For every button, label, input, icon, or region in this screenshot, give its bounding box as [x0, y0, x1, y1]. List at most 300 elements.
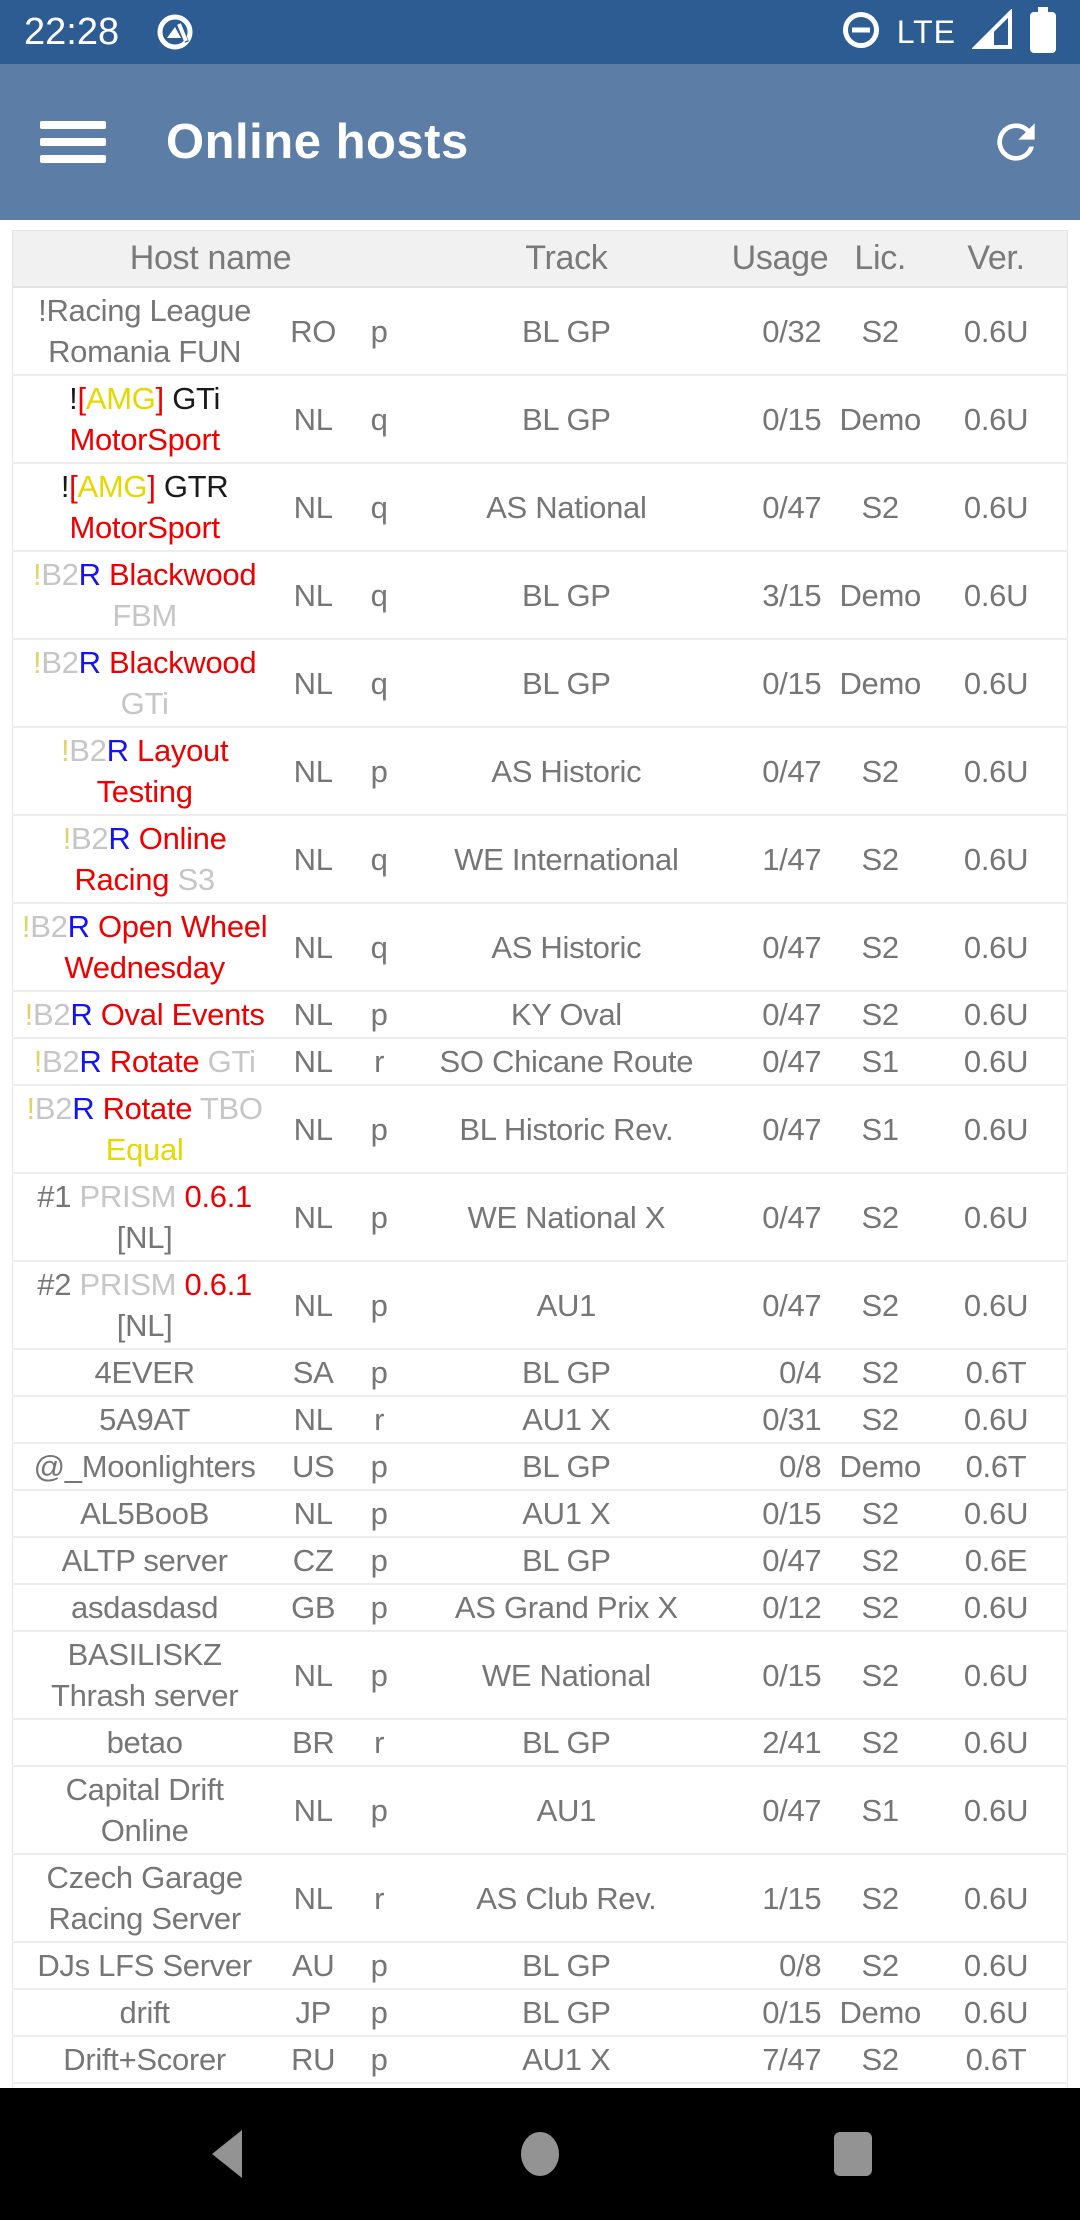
host-name-segment: DJs LFS Server: [37, 1948, 252, 1983]
back-icon: [204, 2128, 250, 2180]
country-cell: NL: [276, 1631, 350, 1719]
ver-cell: 0.6T: [925, 2036, 1067, 2083]
usage-cell: 3/15: [725, 551, 836, 639]
host-name-segment: #2: [37, 1267, 80, 1302]
nav-home-button[interactable]: [517, 2128, 563, 2180]
mode-cell: q: [350, 551, 408, 639]
host-name-cell: [13, 1490, 277, 1537]
host-name-segment: R: [67, 909, 90, 944]
host-name-segment: PRISM: [79, 1179, 185, 1214]
nav-recents-button[interactable]: [830, 2128, 876, 2180]
country-cell: US: [276, 1443, 350, 1490]
mode-cell: q: [350, 375, 408, 463]
host-name-cell: [13, 375, 277, 463]
country-cell: NL: [276, 727, 350, 815]
status-clock: 22:28: [24, 10, 120, 53]
host-name-segment: R: [78, 645, 101, 680]
status-bar: [0, 0, 1080, 64]
dnd-icon: [841, 10, 881, 55]
host-name-segment: !: [62, 821, 72, 856]
mode-cell: p: [350, 2036, 408, 2083]
host-name-segment: ]: [155, 381, 164, 416]
country-cell: AU: [276, 1942, 350, 1989]
mode-cell: q: [350, 639, 408, 727]
app-bar: [0, 64, 1080, 220]
host-name-segment: Oval Events: [92, 997, 265, 1032]
mode-cell: p: [350, 1490, 408, 1537]
host-name-segment: Online Racing: [74, 821, 227, 897]
track-cell: BL GP: [408, 551, 725, 639]
usage-cell: 0/47: [725, 1537, 836, 1584]
host-name-segment: [NL]: [116, 1308, 173, 1343]
host-name-cell: [13, 903, 277, 991]
country-cell: NL: [276, 463, 350, 551]
country-cell: NL: [276, 1038, 350, 1085]
host-name-segment: Rotate: [94, 1091, 200, 1126]
usage-cell: 0/8: [725, 1443, 836, 1490]
usage-cell: 2/41: [725, 1719, 836, 1766]
host-name-segment: B2: [41, 645, 79, 680]
host-name-segment: 0.6.1: [184, 1267, 252, 1302]
host-name-cell: [13, 1085, 277, 1173]
lic-cell: Demo: [835, 1443, 925, 1490]
track-cell: AU1 X: [408, 1396, 725, 1443]
track-cell: BL Historic Rev.: [408, 1085, 725, 1173]
host-name-segment: !: [24, 997, 33, 1032]
track-cell: WE International: [408, 815, 725, 903]
ver-cell: 0.6U: [925, 815, 1067, 903]
mode-cell: p: [350, 1173, 408, 1261]
country-cell: NL: [276, 1490, 350, 1537]
header-host-name: Host name: [13, 231, 409, 288]
host-row[interactable]: [13, 287, 1068, 375]
ver-cell: 0.6U: [925, 727, 1067, 815]
usage-cell: 0/15: [725, 639, 836, 727]
track-cell: AS National: [408, 463, 725, 551]
host-row[interactable]: [13, 1173, 1068, 1261]
ver-cell: 0.6U: [925, 1396, 1067, 1443]
ver-cell: 0.6U: [925, 287, 1067, 375]
lic-cell: S2: [835, 1261, 925, 1349]
usage-cell: 0/8: [725, 1942, 836, 1989]
host-name-cell: [13, 1261, 277, 1349]
mode-cell: p: [350, 287, 408, 375]
host-name-cell: [13, 1443, 277, 1490]
country-cell: NL: [276, 639, 350, 727]
host-name-segment: MotorSport: [69, 422, 220, 457]
ver-cell: 0.6U: [925, 1261, 1067, 1349]
host-name-segment: Equal: [105, 1132, 184, 1167]
mode-cell: p: [350, 1631, 408, 1719]
host-name-segment: B2: [71, 821, 109, 856]
host-row[interactable]: [13, 1443, 1068, 1490]
ver-cell: 0.6U: [925, 1038, 1067, 1085]
host-name-segment: Czech Garage Racing Server: [46, 1860, 243, 1936]
host-name-segment: 5A9AT: [99, 1402, 191, 1437]
host-row[interactable]: [13, 1989, 1068, 2036]
usage-cell: 0/47: [725, 463, 836, 551]
ver-cell: 0.6U: [925, 903, 1067, 991]
lic-cell: S1: [835, 1038, 925, 1085]
lic-cell: S1: [835, 1766, 925, 1854]
track-cell: WE National: [408, 1631, 725, 1719]
hosts-table: [12, 230, 1068, 2131]
host-name-segment: !: [32, 557, 42, 592]
signal-icon: [972, 9, 1014, 56]
host-name-cell: [13, 1854, 277, 1942]
track-cell: BL GP: [408, 1942, 725, 1989]
header-track: Track: [408, 231, 725, 288]
host-name-segment: R: [106, 733, 129, 768]
host-name-segment: Drift+Scorer: [63, 2042, 226, 2077]
host-name-segment: 0.6.1: [184, 1179, 252, 1214]
host-name-segment: !: [60, 469, 70, 504]
ver-cell: 0.6T: [925, 1443, 1067, 1490]
host-name-segment: R: [79, 1044, 102, 1079]
country-cell: BR: [276, 1719, 350, 1766]
ver-cell: 0.6U: [925, 1942, 1067, 1989]
host-name-segment: AL5BooB: [80, 1496, 210, 1531]
mode-cell: p: [350, 1443, 408, 1490]
host-name-segment: B2: [69, 733, 107, 768]
mode-cell: p: [350, 991, 408, 1038]
lic-cell: Demo: [835, 639, 925, 727]
host-row[interactable]: [13, 551, 1068, 639]
host-row[interactable]: [13, 1631, 1068, 1719]
lic-cell: S2: [835, 1719, 925, 1766]
mode-cell: p: [350, 1942, 408, 1989]
mode-cell: p: [350, 1989, 408, 2036]
track-cell: KY Oval: [408, 991, 725, 1038]
mode-cell: q: [350, 903, 408, 991]
host-name-segment: B2: [42, 1044, 80, 1079]
lic-cell: S2: [835, 463, 925, 551]
lic-cell: Demo: [835, 375, 925, 463]
usage-cell: 0/47: [725, 1038, 836, 1085]
ver-cell: 0.6U: [925, 1631, 1067, 1719]
usage-cell: 0/15: [725, 1631, 836, 1719]
track-cell: AU1: [408, 1261, 725, 1349]
country-cell: NL: [276, 1854, 350, 1942]
track-cell: BL GP: [408, 1443, 725, 1490]
lic-cell: S2: [835, 1396, 925, 1443]
track-cell: AS Historic: [408, 727, 725, 815]
host-name-cell: [13, 1396, 277, 1443]
host-name-segment: [: [69, 469, 78, 504]
lic-cell: S2: [835, 903, 925, 991]
status-right-cluster: [841, 7, 1056, 58]
host-name-segment: [NL]: [116, 1220, 173, 1255]
mode-cell: r: [350, 1719, 408, 1766]
track-cell: SO Chicane Route: [408, 1038, 725, 1085]
host-name-segment: R: [70, 997, 93, 1032]
host-name-segment: ]: [147, 469, 156, 504]
host-row[interactable]: [13, 1085, 1068, 1173]
usage-cell: 0/31: [725, 1396, 836, 1443]
recents-icon: [830, 2128, 876, 2180]
host-name-segment: AMG: [77, 469, 148, 504]
usage-cell: 0/47: [725, 991, 836, 1038]
host-name-segment: AMG: [85, 381, 156, 416]
host-name-segment: R: [78, 557, 101, 592]
host-row[interactable]: [13, 639, 1068, 727]
lic-cell: S2: [835, 1349, 925, 1396]
lic-cell: S2: [835, 727, 925, 815]
host-name-cell: [13, 1537, 277, 1584]
host-row[interactable]: [13, 991, 1068, 1038]
mode-cell: p: [350, 1584, 408, 1631]
country-cell: NL: [276, 1173, 350, 1261]
host-name-segment: GTi: [207, 1044, 256, 1079]
country-cell: NL: [276, 903, 350, 991]
host-row[interactable]: [13, 1766, 1068, 1854]
lic-cell: S1: [835, 1085, 925, 1173]
usage-cell: 0/47: [725, 903, 836, 991]
host-row[interactable]: [13, 1038, 1068, 1085]
header-usage: Usage: [725, 231, 836, 288]
lic-cell: S2: [835, 1584, 925, 1631]
host-name-cell: [13, 1989, 277, 2036]
country-cell: JP: [276, 1989, 350, 2036]
host-row[interactable]: [13, 1261, 1068, 1349]
host-name-cell: [13, 287, 277, 375]
host-name-cell: [13, 727, 277, 815]
usage-cell: 0/12: [725, 1584, 836, 1631]
ver-cell: 0.6U: [925, 1766, 1067, 1854]
ver-cell: 0.6U: [925, 463, 1067, 551]
table-header-row: [13, 231, 1068, 288]
mode-cell: r: [350, 1396, 408, 1443]
mode-cell: p: [350, 1261, 408, 1349]
ver-cell: 0.6U: [925, 1989, 1067, 2036]
mode-cell: p: [350, 1537, 408, 1584]
host-name-segment: [: [77, 381, 86, 416]
track-cell: AU1 X: [408, 2036, 725, 2083]
lic-cell: S2: [835, 1537, 925, 1584]
host-name-cell: [13, 2036, 277, 2083]
country-cell: RU: [276, 2036, 350, 2083]
country-cell: NL: [276, 815, 350, 903]
lic-cell: S2: [835, 1490, 925, 1537]
host-name-segment: B2: [34, 1091, 73, 1126]
host-row[interactable]: [13, 1537, 1068, 1584]
host-name-cell: [13, 1766, 277, 1854]
host-name-segment: GTi: [163, 381, 221, 416]
ver-cell: 0.6U: [925, 639, 1067, 727]
ver-cell: 0.6U: [925, 375, 1067, 463]
lic-cell: S2: [835, 287, 925, 375]
track-cell: AS Historic: [408, 903, 725, 991]
host-name-segment: GTi: [120, 686, 169, 721]
host-name-segment: betao: [106, 1725, 183, 1760]
host-name-cell: [13, 639, 277, 727]
lic-cell: Demo: [835, 1989, 925, 2036]
host-name-segment: GTR: [155, 469, 229, 504]
host-name-cell: [13, 1631, 277, 1719]
mode-cell: p: [350, 727, 408, 815]
host-name-cell: [13, 1038, 277, 1085]
host-name-segment: B2: [33, 997, 71, 1032]
host-name-segment: Layout Testing: [96, 733, 229, 809]
usage-cell: 0/32: [725, 287, 836, 375]
usage-cell: 0/15: [725, 1989, 836, 2036]
country-cell: NL: [276, 1261, 350, 1349]
country-cell: NL: [276, 1766, 350, 1854]
host-name-segment: Rotate: [101, 1044, 208, 1079]
track-cell: AS Grand Prix X: [408, 1584, 725, 1631]
mode-cell: q: [350, 815, 408, 903]
mode-cell: p: [350, 1766, 408, 1854]
lic-cell: S2: [835, 815, 925, 903]
host-name-segment: B2: [41, 557, 79, 592]
refresh-button[interactable]: [988, 114, 1044, 170]
host-name-segment: 4EVER: [94, 1355, 195, 1390]
host-name-segment: PRISM: [79, 1267, 185, 1302]
usage-cell: 0/15: [725, 1490, 836, 1537]
host-name-cell: [13, 1584, 277, 1631]
host-row[interactable]: [13, 1490, 1068, 1537]
mode-cell: p: [350, 1085, 408, 1173]
host-name-segment: !: [26, 1091, 35, 1126]
usage-cell: 7/47: [725, 2036, 836, 2083]
host-name-segment: Blackwood: [100, 645, 257, 680]
track-cell: AU1 X: [408, 1490, 725, 1537]
usage-cell: 0/47: [725, 1261, 836, 1349]
country-cell: NL: [276, 991, 350, 1038]
host-name-segment: R: [72, 1091, 95, 1126]
host-name-cell: [13, 815, 277, 903]
host-name-cell: [13, 991, 277, 1038]
host-name-cell: [13, 1349, 277, 1396]
host-name-cell: [13, 1173, 277, 1261]
lic-cell: S2: [835, 1854, 925, 1942]
country-cell: NL: [276, 1396, 350, 1443]
nav-back-button[interactable]: [204, 2128, 250, 2180]
ver-cell: 0.6U: [925, 1719, 1067, 1766]
refresh-icon: [988, 114, 1044, 170]
host-name-segment: !: [21, 909, 31, 944]
host-name-segment: S3: [177, 862, 215, 897]
usage-cell: 0/15: [725, 375, 836, 463]
host-name-cell: [13, 551, 277, 639]
host-name-cell: [13, 463, 277, 551]
host-name-segment: !: [69, 381, 78, 416]
lic-cell: S2: [835, 1942, 925, 1989]
header-ver: Ver.: [925, 231, 1067, 288]
lic-cell: Demo: [835, 551, 925, 639]
country-cell: NL: [276, 551, 350, 639]
battery-icon: [1030, 7, 1056, 58]
host-name-cell: [13, 1719, 277, 1766]
host-name-segment: R: [108, 821, 131, 856]
host-name-segment: !: [33, 1044, 43, 1079]
header-lic: Lic.: [835, 231, 925, 288]
host-name-segment: !: [32, 645, 42, 680]
network-type-label: LTE: [896, 13, 956, 50]
host-name-segment: !Racing League Romania FUN: [38, 293, 252, 369]
usage-cell: 0/47: [725, 1085, 836, 1173]
host-name-segment: Open Wheel Wednesday: [64, 909, 268, 985]
usage-cell: 0/47: [725, 1173, 836, 1261]
country-cell: RO: [276, 287, 350, 375]
mode-cell: r: [350, 1854, 408, 1942]
usage-cell: 1/47: [725, 815, 836, 903]
host-row[interactable]: [13, 727, 1068, 815]
country-cell: NL: [276, 1085, 350, 1173]
hosts-table-container: [12, 230, 1068, 2131]
track-cell: BL GP: [408, 287, 725, 375]
host-row[interactable]: [13, 815, 1068, 903]
lic-cell: S2: [835, 1173, 925, 1261]
ver-cell: 0.6U: [925, 551, 1067, 639]
host-name-segment: ALTP server: [61, 1543, 228, 1578]
ver-cell: 0.6U: [925, 1584, 1067, 1631]
host-row[interactable]: [13, 463, 1068, 551]
track-cell: AU1: [408, 1766, 725, 1854]
host-name-segment: Blackwood: [100, 557, 257, 592]
host-row[interactable]: [13, 2036, 1068, 2083]
host-name-segment: #1: [37, 1179, 80, 1214]
host-row[interactable]: [13, 1584, 1068, 1631]
country-cell: CZ: [276, 1537, 350, 1584]
host-name-segment: Capital Drift Online: [65, 1772, 224, 1848]
ver-cell: 0.6U: [925, 1490, 1067, 1537]
host-name-segment: BASILISKZ Thrash server: [50, 1637, 239, 1713]
usage-cell: 0/47: [725, 727, 836, 815]
usage-cell: 1/15: [725, 1854, 836, 1942]
ver-cell: 0.6U: [925, 1173, 1067, 1261]
host-row[interactable]: [13, 1396, 1068, 1443]
host-row[interactable]: [13, 1942, 1068, 1989]
track-cell: BL GP: [408, 1349, 725, 1396]
track-cell: BL GP: [408, 1719, 725, 1766]
host-name-segment: MotorSport: [69, 510, 220, 545]
lic-cell: S2: [835, 2036, 925, 2083]
country-cell: SA: [276, 1349, 350, 1396]
ver-cell: 0.6U: [925, 1085, 1067, 1173]
track-cell: AS Club Rev.: [408, 1854, 725, 1942]
host-row[interactable]: [13, 375, 1068, 463]
host-row[interactable]: [13, 1719, 1068, 1766]
usage-cell: 0/4: [725, 1349, 836, 1396]
mode-cell: q: [350, 463, 408, 551]
host-row[interactable]: [13, 903, 1068, 991]
host-name-segment: asdasdasd: [71, 1590, 219, 1625]
track-cell: BL GP: [408, 375, 725, 463]
host-name-cell: [13, 1942, 277, 1989]
usage-cell: 0/47: [725, 1766, 836, 1854]
host-name-segment: @_Moonlighters: [33, 1449, 256, 1484]
ver-cell: 0.6U: [925, 991, 1067, 1038]
home-icon: [517, 2128, 563, 2180]
app-notification-icon: [155, 12, 195, 52]
track-cell: WE National X: [408, 1173, 725, 1261]
menu-button[interactable]: [40, 112, 106, 172]
host-row[interactable]: [13, 1854, 1068, 1942]
country-cell: GB: [276, 1584, 350, 1631]
track-cell: BL GP: [408, 639, 725, 727]
mode-cell: r: [350, 1038, 408, 1085]
lic-cell: S2: [835, 1631, 925, 1719]
host-name-segment: !: [60, 733, 70, 768]
android-nav-bar: [0, 2088, 1080, 2220]
mode-cell: p: [350, 1349, 408, 1396]
host-name-segment: drift: [119, 1995, 170, 2030]
ver-cell: 0.6T: [925, 1349, 1067, 1396]
page-title: Online hosts: [166, 115, 469, 169]
lic-cell: S2: [835, 991, 925, 1038]
host-row[interactable]: [13, 1349, 1068, 1396]
